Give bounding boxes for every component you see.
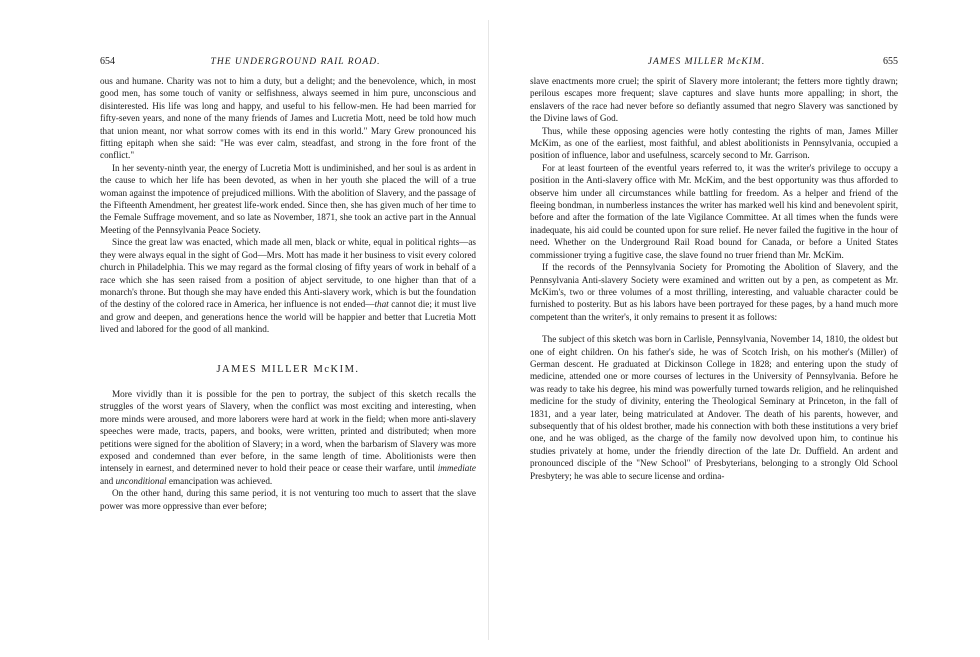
book-gutter [488,20,489,640]
paragraph-text: Since the great law was enacted, which made all men, black or white, equal in political rights—as they were always equal in the sight of God—Mrs. Mott has made it her business to visit every colored church in Philadelphia. This we may regard as the formal closing of fifty years of work in behalf of a race which she has seen raised from a position of abject servitude, to one higher than that of a monarch's throne. But though she may have ended this Anti-slavery work, which is but the foundation of the destiny of the colored race in America, her influence is not ended— [100,237,476,310]
paragraph: In her seventy-ninth year, the energy of Lucretia Mott is undiminished, and her soul is as ardent in the cause to which her life has been devoted, as when in her youth she placed the will of a true woman against the impotence of prejudiced millions. With the abolition of Slavery, and the passage of the Fifteenth Amendment, her greatest life-work ended. Since then, she has given much of her time to the Female Suffrage movement, and so late as November, 1871, she took an active part in the Annual Meeting of the Pennsylvania Peace Society. [100,162,476,235]
left-page-number: 654 [100,56,115,67]
left-running-title: THE UNDERGROUND RAIL ROAD. [210,57,381,67]
left-page-body [100,75,476,512]
paragraph: slave enactments more cruel; the spirit of Slavery more intolerant; the fetters more tightly drawn; perilous escapes more frequent; slave captures and slave hunts more appalling; in short, the enslavers of the race had never before so defiantly assumed that negro Slavery was sanctioned by the Divine laws of God. [530,76,898,124]
right-page-body [530,75,898,482]
left-running-head [100,56,476,70]
right-running-title: JAMES MILLER McKIM. [647,57,766,67]
paragraph [100,236,476,335]
right-page [490,0,980,657]
paragraph: The subject of this sketch was born in Carlisle, Pennsylvania, November 14, 1810, the oldest but one of eight children. On his father's side, he was of Scotch Irish, on his mother's (Miller) of German descent. He graduated at Dickinson College in 1828; and entering upon the study of medicine, attended one or more courses of lectures in the University of Pennsylvania. Before he was ready to take his degree, his mind was powerfully turned towards religion, and he relinquished medicine for the study of divinity, entering the Theological Seminary at Princeton, in the fall of 1831, and a year later, being matriculated at Andover. The death of his parents, however, and subsequently that of his oldest brother, made his connection with both these institutions a very brief one, and he was obliged, as the charge of the family now devolved upon him, to continue his studies privately at home, under the friendly direction of the late Dr. Duffield. An ardent and pronounced disciple of the "New School" of Presbyterians, belonging to a strongly Old School Presbytery; he was able to secure license and ordina- [530,334,898,481]
paragraph-text: and [100,475,116,486]
paragraph-text: emancipation was achieved. [166,475,273,486]
paragraph: On the other hand, during this same period, it is not venturing too much to assert that the slave power was more oppressive than ever before; [100,488,476,511]
paragraph-text: cannot die; it must live and grow and deepen, and generations hence the world will be happier and better that Lucretia Mott lived and labored for the good of all mankind. [100,299,476,335]
paragraph [100,388,476,487]
paragraph: For at least fourteen of the eventful years referred to, it was the writer's privilege to occupy a position in the Anti-slavery office with Mr. McKim, and the best opportunity was thus afforded to observe him under all circumstances while battling for freedom. As a helper and friend of the fleeing bondman, in numberless instances the writer has marked well his kind and benevolent spirit, before and after the formation of the late Vigilance Committee. At all times when the funds were inadequate, his aid could be counted upon for sure relief. He never failed the fugitive in the hour of need. Whether on the Underground Rail Road bound for Canada, or before a United States commissioner trying a fugitive case, the slave found no truer friend than Mr. McKim. [530,162,898,260]
section-heading: JAMES MILLER McKIM. [216,363,360,375]
right-running-head [530,56,898,70]
italic-word: unconditional [115,475,167,486]
paragraph: If the records of the Pennsylvania Society for Promoting the Abolition of Slavery, and the Pennsylvania Anti-slavery Society were examined and written out by a pen, as competent as Mr. McKim's, two or three volumes of a most thrilling, interesting, and valuable character could be furnished to posterity. But as his labors have been portrayed for these pages, by a hand much more competent than the writer's, it only remains to present it as follows: [530,262,898,322]
italic-word: that [374,299,389,310]
paragraph: ous and humane. Charity was not to him a duty, but a delight; and the benevolence, which, in most good men, has some touch of vanity or selfishness, always seemed in him pure, unconscious and disinterested. His life was long and happy, and useful to his fellow-men. He had been married for fifty-seven years, and none of the many friends of James and Lucretia Mott, need be told how much that union meant, nor what sorrow comes with its end in this world." Mary Grew pronounced his fitting epitaph when she said: "He was ever calm, steadfast, and strong in the fore front of the conflict." [100,76,476,161]
paragraph-text: More vividly than it is possible for the pen to portray, the subject of this sketch recalls the struggles of the worst years of Slavery, when the conflict was most exciting and interesting, when more minds were aroused, and more laborers were hard at work in the field; when more anti-slavery speeches were made, tracts, papers, and books, were written, printed and distributed; when more petitions were signed for the abolition of Slavery; in a word, when the barbarism of Slavery was more exposed and condemned than ever before, in the same length of time. Abolitionists were then intensely in earnest, and determined never to hold their peace or cease their warfare, until [100,388,476,474]
italic-word: immediate [437,463,476,474]
paragraph: Thus, while these opposing agencies were hotly contesting the rights of man, James Miller McKim, as one of the earliest, most faithful, and ablest abolitionists in Pennsylvania, occupied a position of influence, labor and usefulness, scarcely second to Mr. Garrison. [530,125,898,161]
right-page-number: 655 [883,56,898,67]
